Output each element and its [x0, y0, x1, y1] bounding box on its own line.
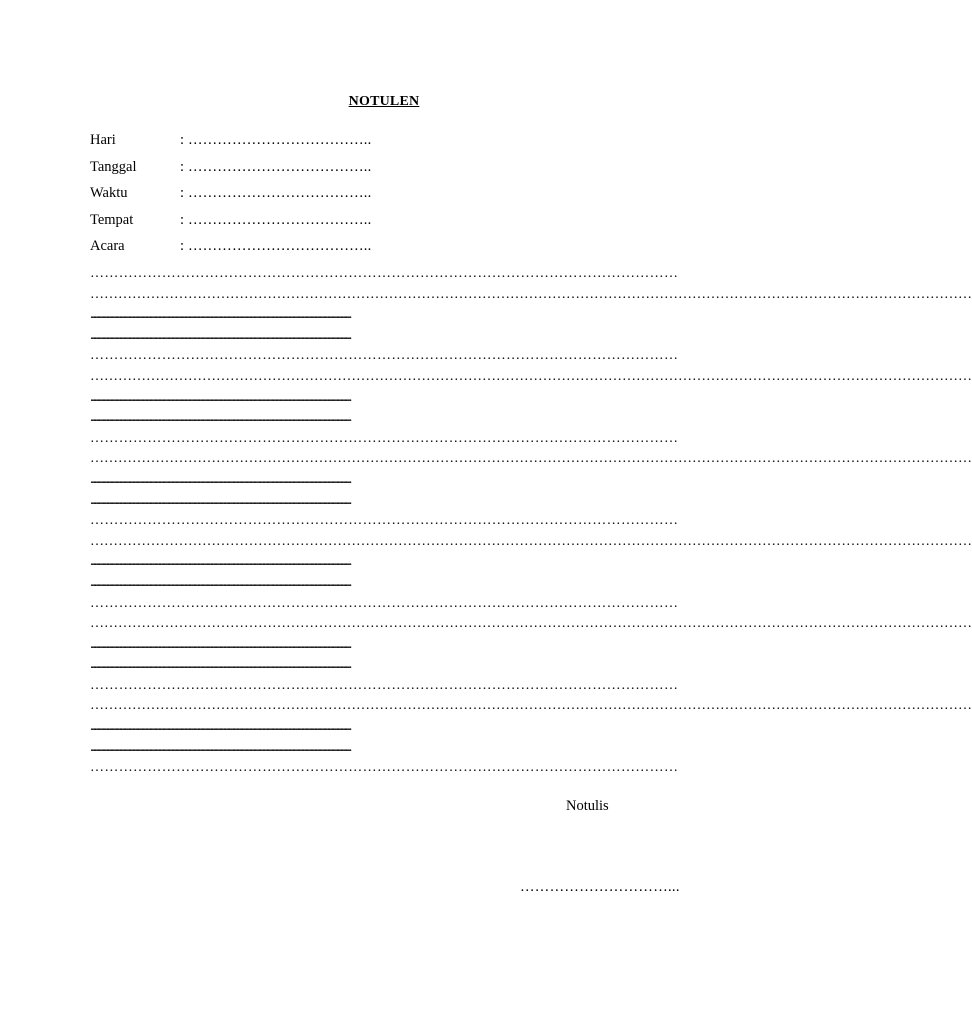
- notes-line: ........................................................................................................................................................................................................: [90, 492, 351, 508]
- field-colon: :: [180, 158, 185, 175]
- notes-line: ........................................................................................................................................................................................................: [90, 574, 351, 590]
- field-blank-waktu: ………………………………..: [188, 185, 372, 202]
- field-colon: :: [180, 132, 185, 148]
- field-colon: :: [180, 211, 185, 228]
- notes-line: ........................................................................................................................................................................................................: [90, 739, 351, 755]
- notes-line: ……………………………………………………………………………………………………………: [90, 513, 679, 529]
- notes-line: ........................................................................................................................................................................................................: [90, 410, 351, 426]
- document-title: NOTULEN: [348, 94, 420, 109]
- field-label-tempat: Tempat: [90, 211, 134, 228]
- notes-line: ……………………………………………………………………………………………………………: [90, 595, 679, 611]
- notes-lines: [90, 264, 972, 779]
- notes-line: ........................................................................................................................................................................................................: [90, 719, 351, 735]
- notes-line: ........................................................................................................................................................................................................: [90, 554, 351, 570]
- notes-line: ........................................................................................................................................................................................................: [90, 327, 351, 343]
- notes-line: ………………………………………………………………………………………………………………………………………………………………………: [90, 451, 972, 467]
- field-blank-hari: ………………………………..: [188, 132, 372, 148]
- notes-line: ………………………………………………………………………………………………………………………………………………………………………: [90, 698, 972, 714]
- notes-line: ........................................................................................................................................................................................................: [90, 636, 351, 652]
- notes-line: ……………………………………………………………………………………………………………: [90, 760, 679, 776]
- signer-signature-blank: …………………………...: [520, 879, 680, 895]
- field-blank-acara: ………………………………..: [188, 238, 372, 255]
- notes-line: ……………………………………………………………………………………………………………: [90, 348, 679, 364]
- field-label-hari: Hari: [90, 132, 116, 148]
- notes-line: ........................................................................................................................................................................................................: [90, 471, 351, 487]
- field-blank-tempat: ………………………………..: [188, 211, 372, 228]
- notes-line: ………………………………………………………………………………………………………………………………………………………………………: [90, 533, 972, 549]
- signer-label: Notulis: [566, 798, 609, 814]
- notes-line: ………………………………………………………………………………………………………………………………………………………………………: [90, 616, 972, 632]
- field-label-tanggal: Tanggal: [90, 158, 137, 175]
- notes-line: ………………………………………………………………………………………………………………………………………………………………………: [90, 368, 972, 384]
- notes-line: ........................................................................................................................................................................................................: [90, 307, 351, 323]
- notes-line: ………………………………………………………………………………………………………………………………………………………………………: [90, 286, 972, 302]
- field-colon: :: [180, 238, 185, 255]
- field-label-waktu: Waktu: [90, 185, 128, 202]
- field-colon: :: [180, 185, 185, 202]
- notes-line: ……………………………………………………………………………………………………………: [90, 266, 679, 281]
- notes-line: ……………………………………………………………………………………………………………: [90, 430, 679, 446]
- notes-line: ........................................................................................................................................................................................................: [90, 389, 351, 405]
- field-blank-tanggal: ………………………………..: [188, 158, 372, 175]
- notes-line: ……………………………………………………………………………………………………………: [90, 677, 679, 693]
- field-label-acara: Acara: [90, 238, 125, 255]
- notes-line: ........................................................................................................................................................................................................: [90, 657, 351, 673]
